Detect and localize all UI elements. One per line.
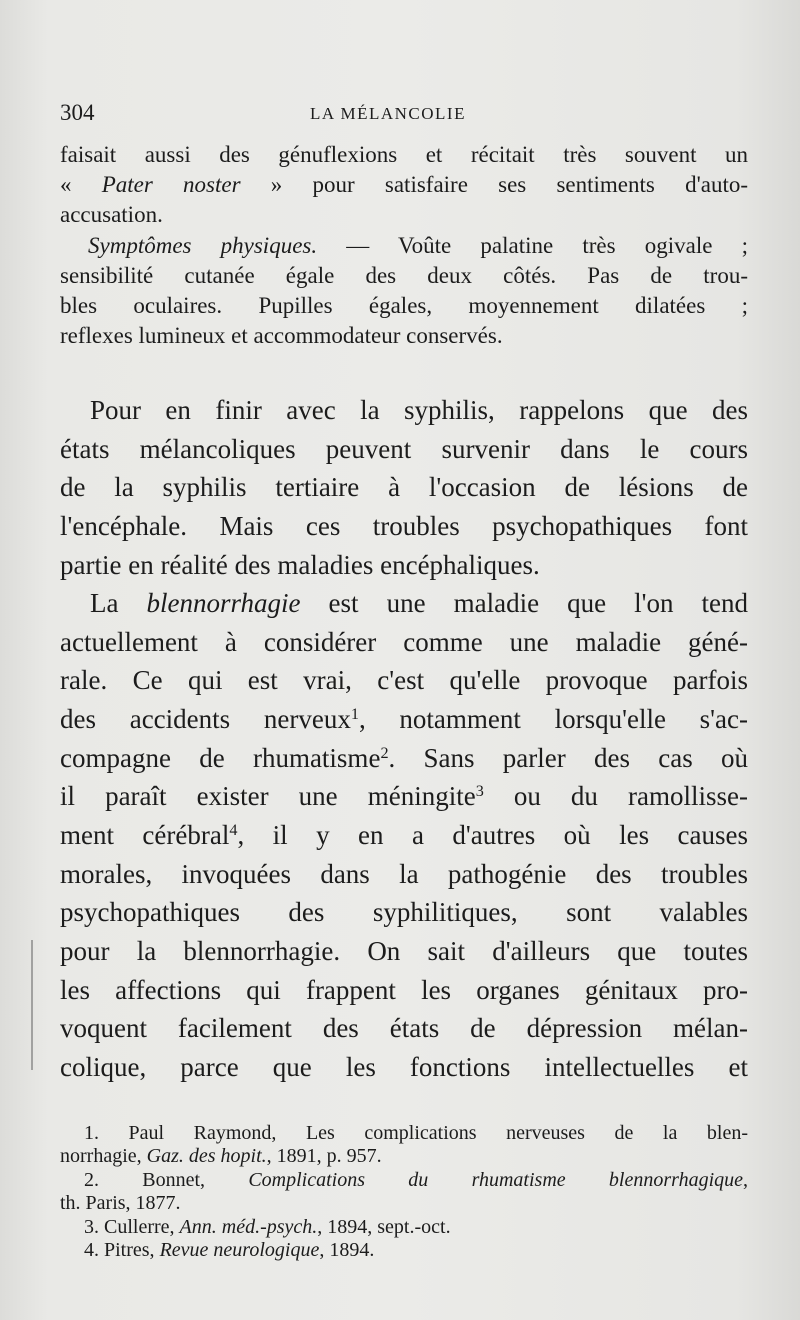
text-line: Symptômes physiques. — Voûte palatine très ogivale ; — [88, 232, 749, 258]
text-line: La blennorrhagie est une maladie que l'on tend — [90, 588, 748, 619]
running-title: LA MÉLANCOLIE — [310, 104, 466, 123]
text-line: sensibilité cutanée égale des deux côtés. Pas de trou- — [60, 262, 748, 288]
text-line: reflexes lumineux et accommodateur conservés. — [60, 323, 503, 349]
text-line: pour la blennorrhagie. On sait d'ailleurs que toutes — [60, 935, 748, 966]
footnote-line: 4. Pitres, Revue neurologique, 1894. — [84, 1238, 375, 1261]
footnote-line: 3. Cullerre, Ann. méd.-psych., 1894, sept.-oct. — [84, 1215, 451, 1238]
text-line: actuellement à considérer comme une maladie géné- — [60, 626, 748, 657]
main-body-text — [60, 391, 748, 1087]
text-line: voquent facilement des états de dépression mélan- — [60, 1013, 748, 1044]
footnote-line: th. Paris, 1877. — [60, 1192, 181, 1215]
text-line: des accidents nerveux$^1$, notamment lorsqu'elle s'ac- — [60, 704, 748, 735]
text-line: Pour en finir avec la syphilis, rappelons que des — [90, 395, 748, 425]
text-line: compagne de rhumatisme$^2$. Sans parler des cas où — [60, 742, 748, 773]
text-line: ment cérébral$^4$, il y en a d'autres où les causes — [60, 820, 749, 851]
page-number: 304 — [60, 100, 95, 125]
text-line: psychopathiques des syphilitiques, sont valables — [60, 897, 748, 928]
text-line: colique, parce que les fonctions intellectuelles et — [60, 1051, 748, 1082]
text-line: faisait aussi des génuflexions et récitait très souvent un — [60, 142, 748, 167]
text-line: accusation. — [60, 202, 163, 228]
page-header — [60, 100, 750, 128]
text-line: l'encéphale. Mais ces troubles psychopathiques font — [60, 510, 748, 541]
case-observation-text — [60, 140, 748, 351]
text-line: morales, invoquées dans la pathogénie des troubles — [60, 858, 748, 889]
footnote-line: 1. Paul Raymond, Les complications nerveuses de la blen- — [84, 1122, 748, 1144]
margin-pencil-mark — [31, 940, 33, 1070]
text-line: bles oculaires. Pupilles égales, moyennement dilatées ; — [60, 292, 748, 318]
footnotes — [60, 1122, 748, 1262]
text-line: partie en réalité des maladies encéphaliques. — [60, 549, 540, 580]
text-line: les affections qui frappent les organes génitaux pro- — [60, 974, 748, 1005]
text-line: il paraît exister une méningite$^3$ ou du ramollisse- — [60, 781, 748, 812]
footnote-line: norrhagie, Gaz. des hopit., 1891, p. 957. — [60, 1145, 382, 1168]
text-line: états mélancoliques peuvent survenir dans le cours — [60, 433, 748, 464]
text-line: « Pater noster » pour satisfaire ses sentiments d'auto- — [60, 172, 748, 198]
text-line: rale. Ce qui est vrai, c'est qu'elle provoque parfois — [60, 665, 748, 696]
text-line: de la syphilis tertiaire à l'occasion de lésions de — [60, 472, 748, 503]
footnote-line: 2. Bonnet, Complications du rhumatisme blennorrhagique, — [84, 1168, 749, 1191]
